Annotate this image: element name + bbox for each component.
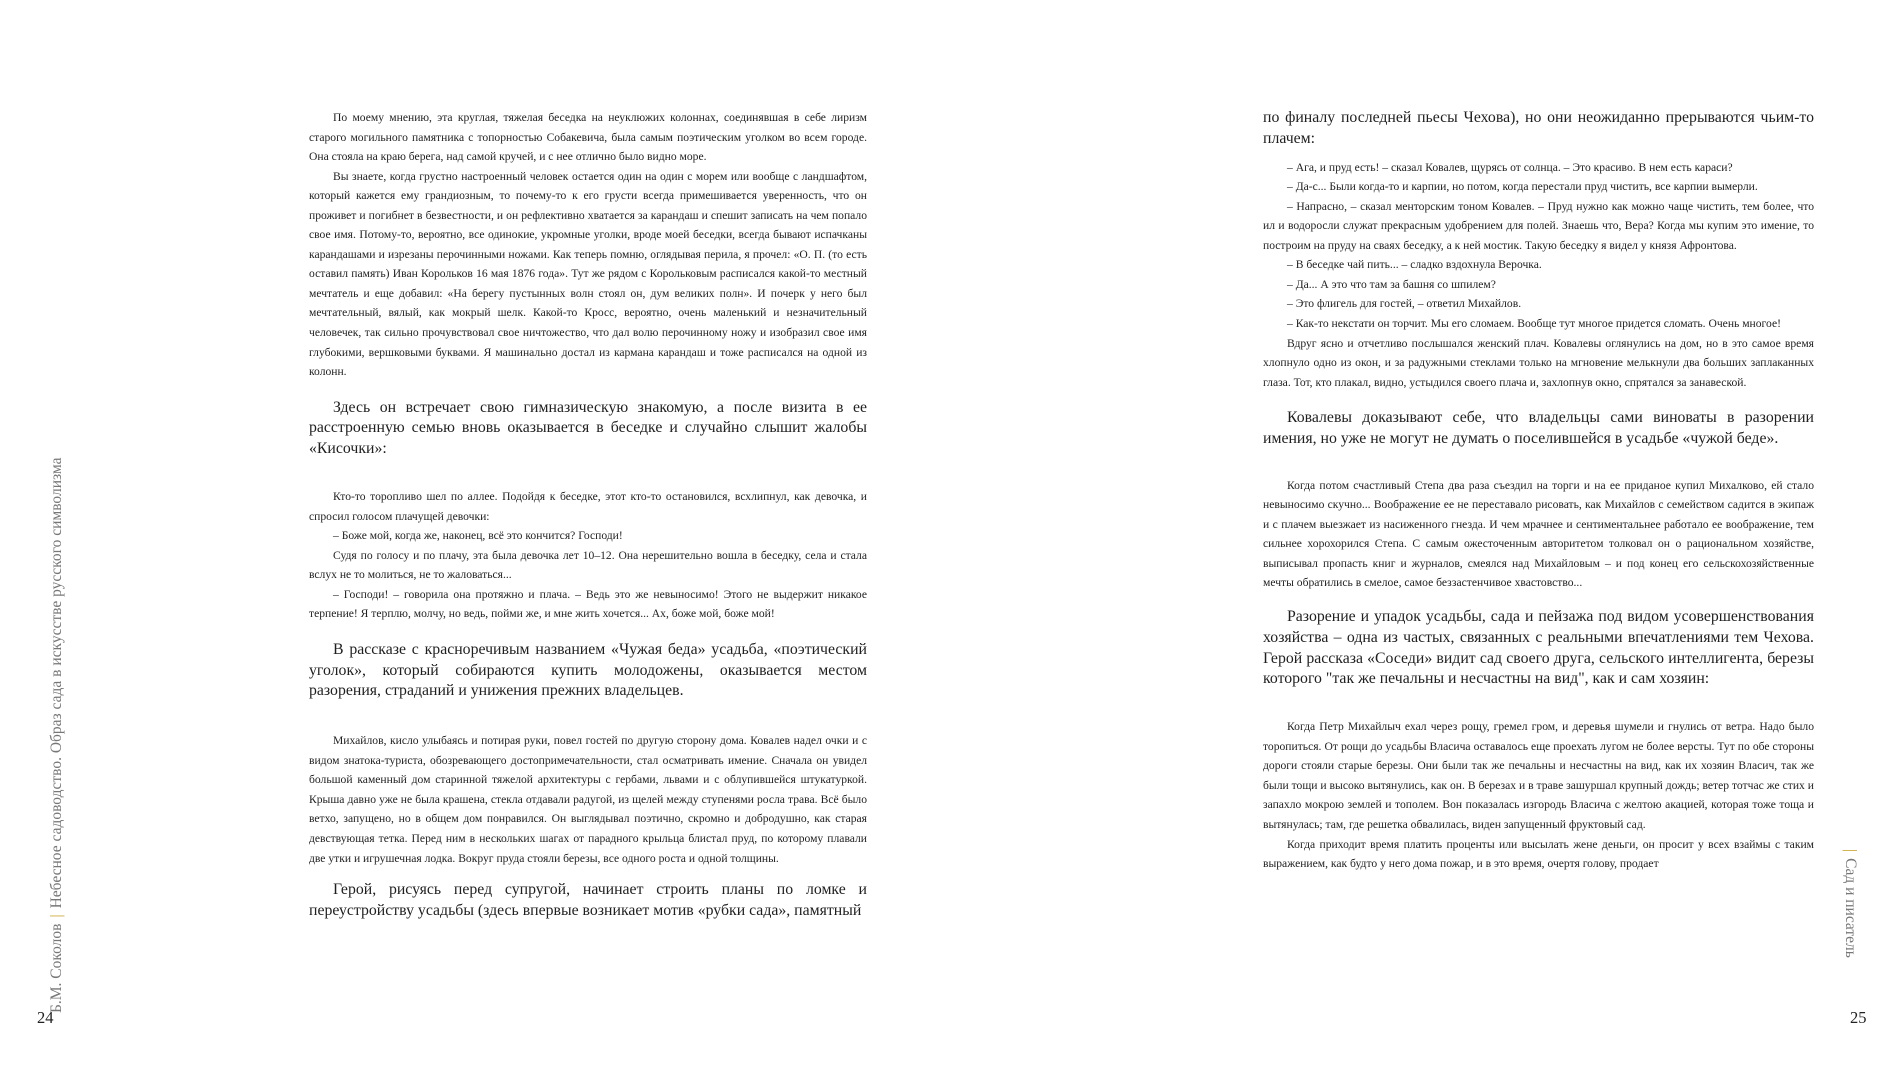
quote-paragraph: – Да-с... Были когда-то и карпии, но потом, когда перестали пруд чистить, все карпии вымерли. [1287,180,1758,194]
lead-paragraph-block [309,640,867,702]
quote-paragraph: Вдруг ясно и отчетливо послышался женский плач. Ковалевы оглянулись на дом, но в это самое время хлопнуло одно из окон, и за радужными стеклами только на мгновение мелькнули два больших заплаканных глаза. Тот, кто плакал, видно, устыдился своего плача и, захлопнув окно, спрятался за занавеской. [1263,336,1814,389]
page-number-left: 24 [37,1008,54,1027]
quote-paragraph: Судя по голосу и по плачу, эта была девочка лет 10–12. Она нерешительно вошла в беседку, села и стала вслух не то молиться, не то жаловаться... [309,548,867,582]
quote-paragraph: Когда приходит время платить проценты или высылать жене деньги, он просит у всех взаймы с таким выражением, как будто у него дома пожар, и в это время, очертя голову, продает [1263,837,1814,871]
quotation-block [309,731,867,868]
right-page-text [1263,108,1814,874]
quote-paragraph: – Как-то некстати он торчит. Мы его сломаем. Вообще тут многое придется сломать. Очень многое! [1287,316,1781,330]
lead-paragraph-block [1263,408,1814,450]
quote-paragraph: – В беседке чай пить... – сладко вздохнула Верочка. [1287,258,1542,272]
quote-paragraph: Когда потом счастливый Степа два раза съездил на торги и на ее приданое купил Михалково, ей стало невыносимо скучно... Воображение ее не переставало рисовать, как Михайлов с семейством садится в экипаж и с плачем выезжает из насиженного гнезда. И чем мрачнее и сентиментальнее работало ее воображение, тем сильнее хорохорился Степа. С самым ожесточенным авторитетом толковал он о рациональном хозяйстве, выписывал пропасть книг и журналов, смеялся над Михайловым – и под конец его сельскохозяйственные мечты обратились в смелое, самое беззастенчивое хвастовство... [1263,478,1814,590]
quote-paragraph: – Да... А это что там за башня со шпилем? [1287,277,1496,291]
quotation-block [1263,158,1814,393]
quotation-block [309,487,867,624]
lead-paragraph: по финалу последней пьесы Чехова), но они неожиданно прерываются чьим-то плачем: [1263,109,1814,147]
lead-paragraph-block [309,880,867,922]
quote-paragraph: Когда Петр Михайлыч ехал через рощу, гремел гром, и деревья шумели и гнулись от ветра. Надо было торопиться. От рощи до усадьбы Власича оставалось еще проехать лугом не более версты. Тут по обе стороны дороги стояли старые березы. Они были так же печальны и несчастны на вид, как их хозяин Власич, так же были тощи и высоко вытянулись, как он. В березах и в траве зашуршал крупный дождь; ветер тотчас же стих и запахло мокрою землей и тополем. Вон показалась изгородь Власича с желтою акацией, которая тоже тоща и вытянулась; там, где решетка обвалилась, виден запущенный фруктовый сад. [1263,720,1814,831]
lead-paragraph-block [1263,607,1814,690]
running-title-chapter: Сад и писатель [1842,858,1859,958]
lead-paragraph: Разорение и упадок усадьбы, сада и пейзажа под видом усовершенствования хозяйства – одна из частых, связанных с реальными впечатлениями тем Чехова. Герой рассказа «Соседи» видит сад своего друга, сельского интеллигента, березы которого "так же печальны и несчастны на вид", как и сам хозяин: [1263,608,1814,688]
quote-paragraph: Вы знаете, когда грустно настроенный человек остается один на один с морем или вообще с ландшафтом, который кажется ему грандиозным, то почему-то к его грусти всегда примешивается уверенность, что он проживет и погибнет в безвестности, и он рефлективно хватается за карандаш и спешит записать на чем попало свое имя. Потому-то, вероятно, все одинокие, укромные уголки, вроде моей беседки, всегда бывают испачканы карандашами и изрезаны перочинными ножами. Как теперь помню, оглядывая перила, я прочел: «О. П. (то есть оставил память) Иван Корольков 16 мая 1876 года». Тут же рядом с Корольковым расписался какой-то местный мечтатель и еще добавил: «На берегу пустынных волн стоял он, дум великих полн». И почерк у него был мечтательный, вялый, как мокрый шелк. Какой-то Кросс, вероятно, очень маленький и незначительный человечек, так сильно прочувствовал свое ничтожество, что дал волю перочинному ножу и изобразил свое имя глубокими, вершковыми буквами. Я машинально достал из кармана карандаш и тоже расписался на одной из колонн. [309,169,867,379]
page-number-right: 25 [1850,1008,1867,1027]
running-title-right [1841,843,1859,958]
quote-paragraph: – Боже мой, когда же, наконец, всё это кончится? Господи! [333,529,623,543]
left-page-text [309,108,867,922]
lead-paragraph: В рассказе с красноречивым названием «Чужая беда» усадьба, «поэтический уголок», который собираются купить молодожены, оказывается местом разорения, страданий и унижения прежних владельцев. [309,640,867,700]
lead-paragraph-block [309,398,867,460]
running-title-left [48,458,66,1014]
lead-paragraph: Герой, рисуясь перед супругой, начинает строить планы по ломке и переустройству усадьбы (здесь впервые возникает мотив «рубки сада», памятный [309,881,867,919]
quote-paragraph: Кто-то торопливо шел по аллее. Подойдя к беседке, этот кто-то остановился, всхлипнул, как девочка, и спросил голосом плачущей девочки: [309,490,867,523]
lead-paragraph: Здесь он встречает свою гимназическую знакомую, а после визита в ее расстроенную семью вновь оказывается в беседке и случайно слышит жалобы «Кисочки»: [309,398,867,458]
quote-paragraph: – Ага, и пруд есть! – сказал Ковалев, щурясь от солнца. – Это красиво. В нем есть караси? [1287,160,1733,174]
lead-paragraph-block [1263,108,1814,150]
running-title-separator: | [1842,849,1859,853]
quotation-block [1263,476,1814,593]
running-title-separator: | [48,914,65,918]
quote-paragraph: Михайлов, кисло улыбаясь и потирая руки, повел гостей по другую сторону дома. Ковалев надел очки и с видом знатока-туриста, обозревающего достопримечательности, стал осматривать имение. Сначала он увидел большой каменный дом старинной тяжелой архитектуры с гербами, львами и с облупившейся штукатуркой. Крыша давно уже не была крашена, стекла отдавали радугой, из щелей между ступенями росла трава. Всё было ветхо, запущено, но в общем дом понравился. Он выглядывал поэтично, скромно и добродушно, как старая девствующая тетка. Перед ним в нескольких шагах от парадного крыльца блистал пруд, по которому плавали две утки и игрушечная лодка. Вокруг пруда стояли березы, все одного роста и одной толщины. [309,734,867,865]
running-title-book: Небесное садоводство. Образ сада в искусстве русского символизма [48,457,65,909]
quotation-block [1263,717,1814,873]
quote-paragraph: – Напрасно, – сказал менторским тоном Ковалев. – Пруд нужно как можно чаще чистить, тем более, что ил и водоросли служат прекрасным удобрением для полей. Знаешь что, Вера? Когда мы купим это имение, то построим на пруду на сваях беседку, а к ней мостик. Такую беседку я видел у князя Афронтова. [1263,199,1814,252]
quotation-block [309,108,867,382]
running-title-author: Б.М. Соколов [48,923,65,1013]
quote-paragraph: По моему мнению, эта круглая, тяжелая беседка на неуклюжих колоннах, соединявшая в себе лиризм старого могильного памятника с топорностью Собакевича, была самым поэтическим уголком во всем городе. Она стояла на краю берега, над самой кручей, и с нее отлично было видно море. [309,111,867,164]
lead-paragraph: Ковалевы доказывают себе, что владельцы сами виноваты в разорении имения, но уже не могут не думать о поселившейся в усадьбе «чужой беде». [1263,409,1814,447]
quote-paragraph: – Господи! – говорила она протяжно и плача. – Ведь это же невыносимо! Этого не выдержит никакое терпение! Я терплю, молчу, но ведь, пойми же, и мне жить хочется... Ах, боже мой, боже мой! [309,587,867,621]
quote-paragraph: – Это флигель для гостей, – ответил Михайлов. [1287,297,1522,311]
